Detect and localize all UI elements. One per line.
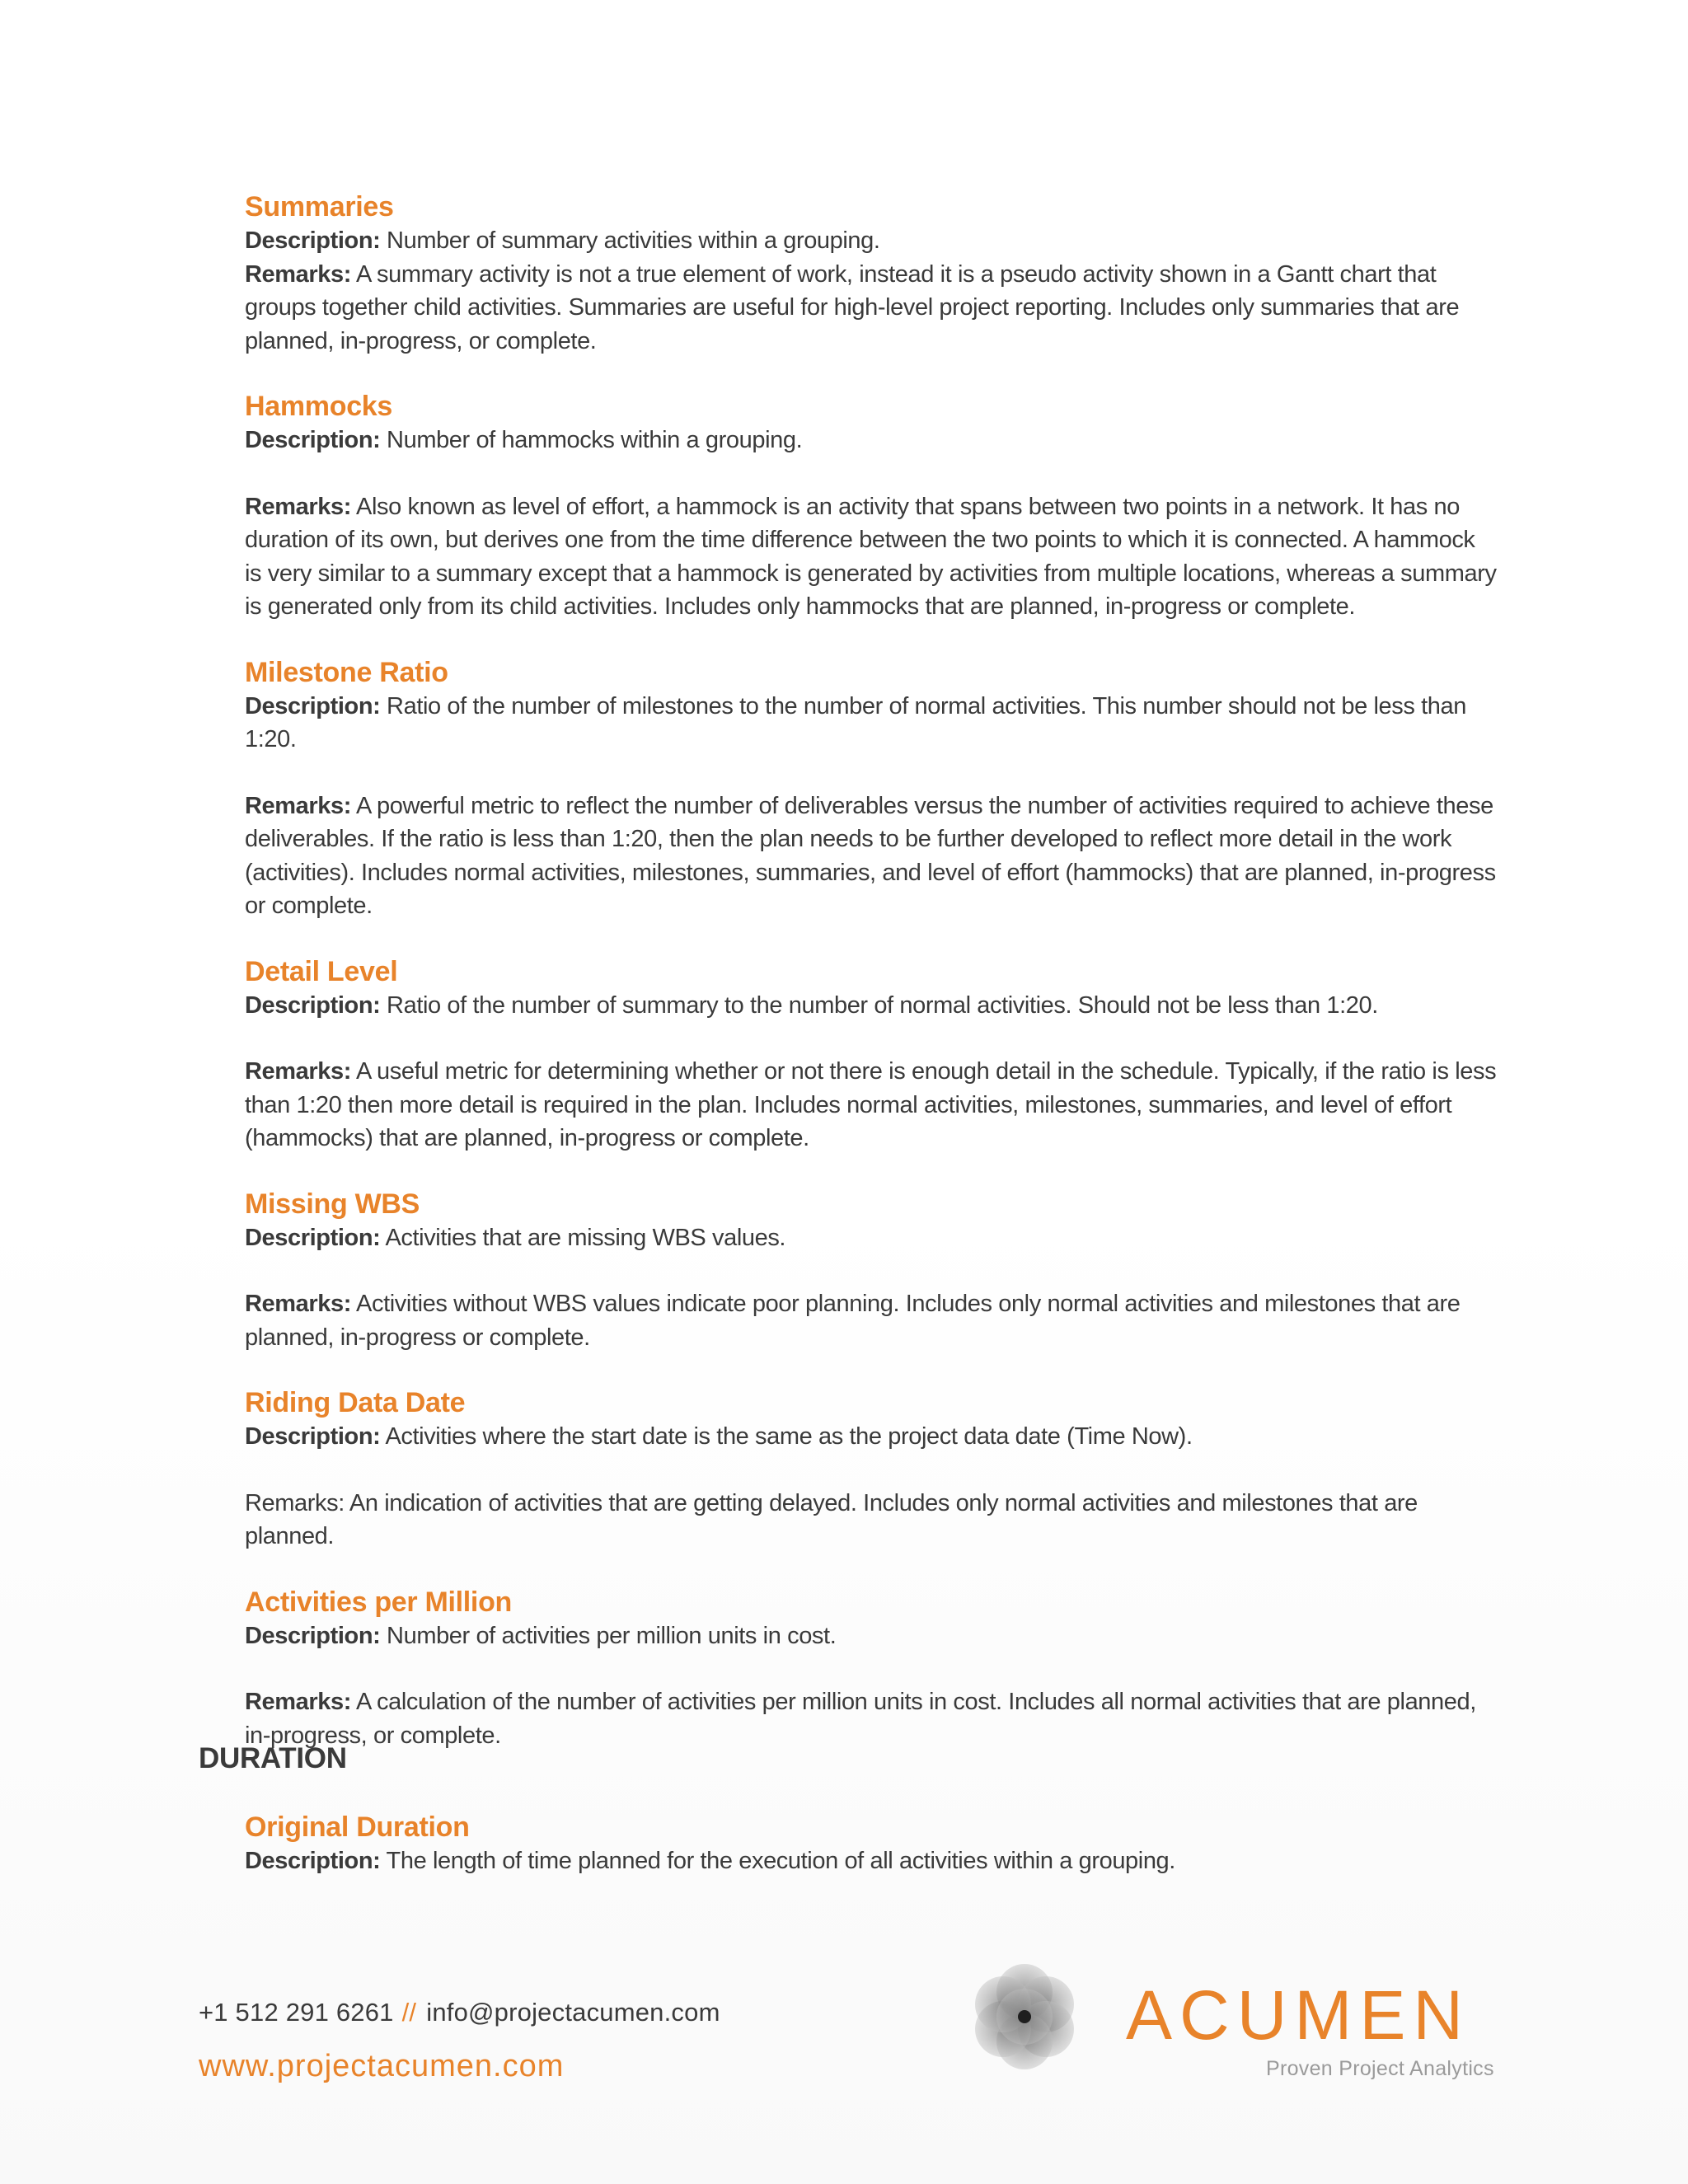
- entry-riding-data-date: [245, 1385, 1498, 1554]
- remarks-text: A calculation of the number of activities per million units in cost. Includes all normal activities that are planned, in-progress, or complete.: [245, 1689, 1476, 1749]
- entry-title: Milestone Ratio: [245, 656, 448, 688]
- entry-remarks: [245, 1287, 1498, 1354]
- entry-description: [245, 1844, 1498, 1878]
- metrics-list: [245, 190, 1498, 1783]
- entry-milestone-ratio: [245, 655, 1498, 923]
- description-label: Description:: [245, 227, 381, 254]
- description-text: Ratio of the number of milestones to the number of normal activities. This number should not be less than 1:20.: [245, 692, 1466, 752]
- duration-list: [245, 1810, 1498, 1910]
- remarks-label: Remarks:: [245, 1058, 351, 1085]
- remarks-text: A useful metric for determining whether or not there is enough detail in the schedule. Typically, if the ratio is less than 1:20 then more detail is required in the plan. Includes normal activities, milestones, summaries, and level of effort (hammocks) that are planned, in-progress or complete.: [245, 1058, 1497, 1151]
- description-text: Activities that are missing WBS values.: [380, 1224, 786, 1251]
- entry-remarks: [245, 258, 1498, 359]
- entry-description: [245, 224, 1498, 258]
- entry-hammocks: [245, 389, 1498, 624]
- description-label: Description:: [245, 1622, 381, 1649]
- entry-title: Summaries: [245, 191, 394, 223]
- entry-description: [245, 989, 1498, 1023]
- logo-petals: [975, 1964, 1074, 2069]
- remarks-label: Remarks:: [245, 260, 351, 288]
- remarks-label: Remarks:: [245, 493, 351, 520]
- description-label: Description:: [245, 1848, 381, 1874]
- footer-contact: [199, 1998, 720, 2027]
- description-text: Number of hammocks within a grouping.: [380, 427, 803, 453]
- description-text: The length of time planned for the execution of all activities within a grouping.: [380, 1848, 1175, 1874]
- remarks-text: A powerful metric to reflect the number of deliverables versus the number of activities required to achieve these deliverables. If the ratio is less than 1:20, then the plan needs to be further developed to reflect more detail in the work (activities). Includes normal activities, milestones, summaries, and level of effort (hammocks) that are planned, in-progress or complete.: [245, 792, 1496, 919]
- entry-description: [245, 1221, 1498, 1255]
- entry-description: [245, 690, 1498, 757]
- acumen-flower-logo-icon: [963, 1955, 1086, 2079]
- entry-activities-per-million: [245, 1585, 1498, 1753]
- entry-remarks: Remarks: An indication of activities that are getting delayed. Includes only normal activities and milestones that are planned.: [245, 1489, 1418, 1549]
- entry-description: [245, 1420, 1498, 1454]
- description-text: Number of summary activities within a grouping.: [380, 227, 880, 254]
- entry-title: Missing WBS: [245, 1188, 420, 1220]
- remarks-text: A summary activity is not a true element of work, instead it is a pseudo activity shown in a Gantt chart that groups together child activities. Summaries are useful for high-level project reporting. Includes only summaries that are planned, in-progress, or complete.: [245, 260, 1460, 354]
- description-label: Description:: [245, 991, 381, 1019]
- entry-summaries: [245, 190, 1498, 358]
- description-label: Description:: [245, 427, 381, 453]
- entry-description: [245, 424, 1498, 457]
- entry-remarks: [245, 1685, 1498, 1752]
- email-address[interactable]: info@projectacumen.com: [426, 1998, 720, 2027]
- description-label: Description:: [245, 1423, 381, 1450]
- remarks-label: Remarks:: [245, 792, 351, 819]
- contact-separator: //: [401, 1998, 417, 2027]
- entry-detail-level: [245, 954, 1498, 1155]
- entry-title: Activities per Million: [245, 1586, 513, 1618]
- phone-number: +1 512 291 6261: [199, 1998, 394, 2027]
- entry-remarks: [245, 1055, 1498, 1155]
- entry-title: Riding Data Date: [245, 1387, 466, 1418]
- remarks-text: Also known as level of effort, a hammock is an activity that spans between two points in a network. It has no duration of its own, but derives one from the time difference between the two points to which it is connected. A hammock is very similar to a summary except that a hammock is generated by activities from multiple locations, whereas a summary is generated only from its child activities. Includes only hammocks that are planned, in-progress or complete.: [245, 493, 1497, 620]
- remarks-label: Remarks:: [245, 1291, 351, 1317]
- acumen-wordmark: ACUMEN: [1126, 1976, 1471, 2054]
- entry-title: Hammocks: [245, 391, 393, 422]
- remarks-text: Activities without WBS values indicate poor planning. Includes only normal activities and milestones that are planned, in-progress or complete.: [245, 1291, 1461, 1351]
- remarks-label: Remarks:: [245, 1689, 351, 1715]
- entry-description: [245, 1619, 1498, 1653]
- description-label: Description:: [245, 692, 381, 719]
- logo-tagline: Proven Project Analytics: [1266, 2057, 1494, 2080]
- entry-remarks: [245, 490, 1498, 624]
- entry-remarks: [245, 790, 1498, 923]
- entry-missing-wbs: [245, 1187, 1498, 1355]
- description-label: Description:: [245, 1224, 381, 1251]
- section-heading-duration: DURATION: [199, 1742, 347, 1774]
- entry-title: Detail Level: [245, 955, 398, 987]
- entry-original-duration: [245, 1810, 1498, 1878]
- website-link[interactable]: www.projectacumen.com: [199, 2049, 565, 2083]
- description-text: Ratio of the number of summary to the number of normal activities. Should not be less than 1:20.: [380, 991, 1378, 1019]
- description-text: Number of activities per million units in cost.: [380, 1622, 837, 1649]
- entry-title: Original Duration: [245, 1811, 470, 1843]
- description-text: Activities where the start date is the same as the project data date (Time Now).: [380, 1423, 1193, 1450]
